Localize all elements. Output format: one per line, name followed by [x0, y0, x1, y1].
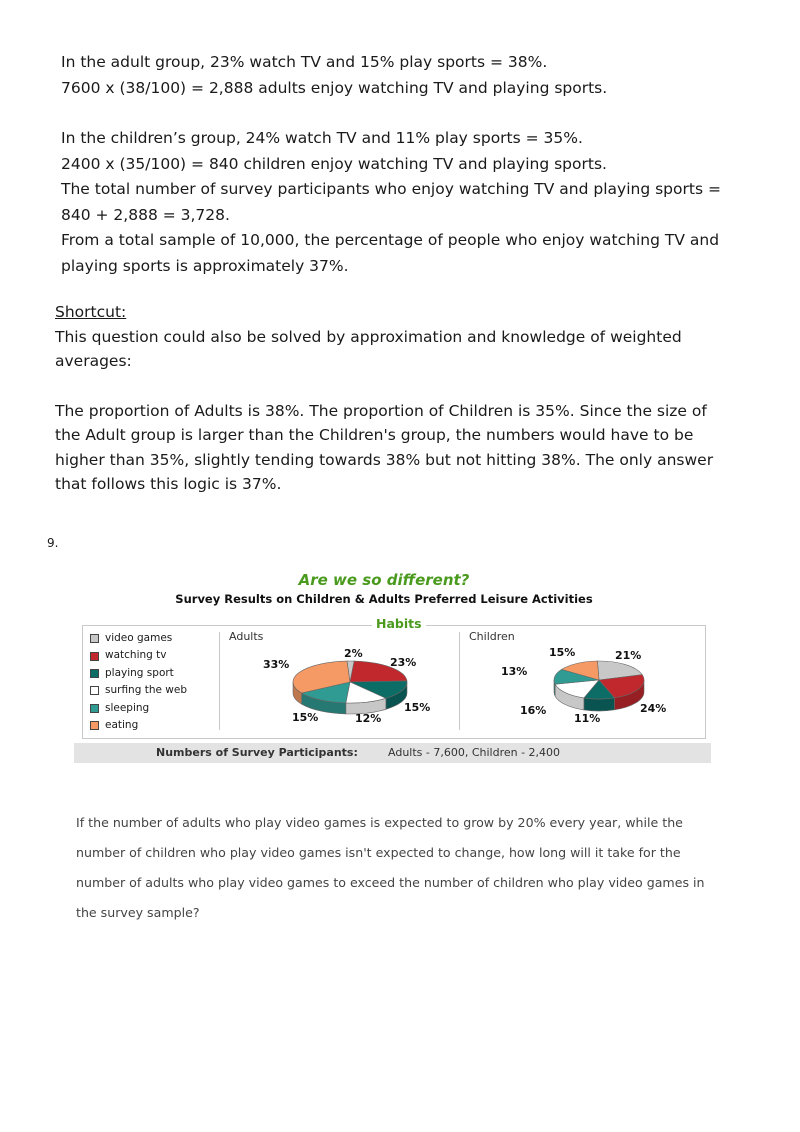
- legend-label: sleeping: [105, 701, 150, 714]
- shortcut-line: The proportion of Adults is 38%. The proportion of Children is 35%. Since the size of: [55, 401, 707, 420]
- pie-data-label: 21%: [615, 649, 642, 662]
- shortcut-heading: Shortcut:: [55, 303, 127, 321]
- legend-label: playing sport: [105, 666, 174, 679]
- figure-subtitle: Survey Results on Children & Adults Preferred Leisure Activities: [175, 592, 593, 606]
- survey-figure: [74, 570, 714, 765]
- shortcut-line: This question could also be solved by approximation and knowledge of weighted: [55, 327, 682, 346]
- pie-slice-side: [584, 698, 614, 711]
- question-number: 9.: [47, 536, 59, 550]
- pie-data-label: 12%: [355, 712, 382, 725]
- shortcut-line: higher than 35%, slightly tending towards 38% but not hitting 38%. The only answer: [55, 450, 714, 469]
- pie-data-label: 2%: [344, 647, 363, 660]
- solution-line: 2400 x (35/100) = 840 children enjoy watching TV and playing sports.: [61, 154, 607, 173]
- shortcut-line: averages:: [55, 352, 132, 370]
- solution-line: The total number of survey participants who enjoy watching TV and playing sports =: [61, 180, 721, 198]
- legend-label: eating: [105, 719, 139, 732]
- habits-label: Habits: [372, 616, 426, 631]
- figure-title: Are we so different?: [298, 571, 470, 589]
- legend-label: watching tv: [105, 649, 167, 662]
- shortcut-line: that follows this logic is 37%.: [55, 475, 282, 493]
- shortcut-line: the Adult group is larger than the Children's group, the numbers would have to be: [55, 426, 694, 444]
- pie-data-label: 13%: [501, 665, 528, 678]
- pie-data-label: 33%: [263, 658, 290, 671]
- children-panel-label: Children: [469, 630, 515, 643]
- shortcut-section: [55, 300, 755, 497]
- legend-label: video games: [105, 632, 173, 644]
- pie-data-label: 15%: [292, 711, 319, 724]
- solution-line: 840 + 2,888 = 3,728.: [61, 205, 230, 224]
- pie-data-label: 15%: [549, 646, 576, 659]
- solution-line: 7600 x (38/100) = 2,888 adults enjoy watching TV and playing sports.: [61, 78, 608, 97]
- question-text: If the number of adults who play video games is expected to grow by 20% every year, while the number of children who play video games isn't expected to change, how long will it take for the number of adults who play video games to exceed the number of children who play video games in the survey sample?: [76, 815, 705, 920]
- pie-charts: [74, 570, 714, 765]
- participants-value: Adults - 7,600, Children - 2,400: [388, 746, 561, 759]
- pie-data-label: 24%: [640, 702, 667, 715]
- pie-data-label: 11%: [574, 712, 601, 725]
- pie-data-label: 15%: [404, 701, 431, 714]
- pie-data-label: 16%: [520, 704, 547, 717]
- adults-panel-label: Adults: [229, 630, 264, 643]
- solution-line: playing sports is approximately 37%.: [61, 256, 349, 275]
- participants-bar: [74, 743, 711, 763]
- participants-label: Numbers of Survey Participants:: [156, 746, 358, 759]
- solution-line: In the adult group, 23% watch TV and 15% play sports = 38%.: [61, 53, 548, 71]
- solution-line: From a total sample of 10,000, the percentage of people who enjoy watching TV and: [61, 231, 720, 249]
- legend-label: surfing the web: [105, 684, 187, 697]
- solution-text: [61, 50, 751, 279]
- pie-data-label: 23%: [390, 656, 417, 669]
- solution-line: In the children’s group, 24% watch TV and 11% play sports = 35%.: [61, 129, 583, 147]
